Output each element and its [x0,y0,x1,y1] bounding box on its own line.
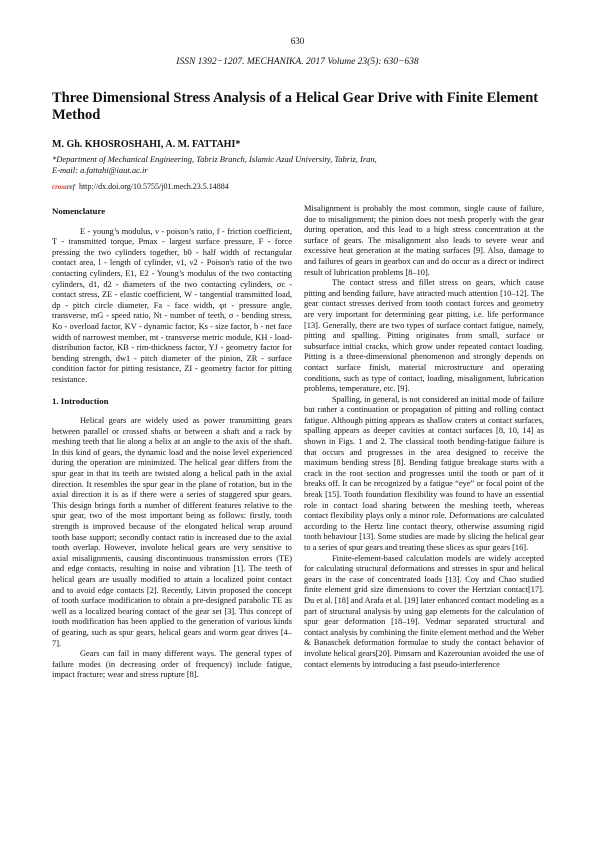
introduction-heading: 1. Introduction [52,395,109,406]
section-spacer [52,386,292,396]
body-paragraph-4: Finite-element-based calculation models are widely accepted for calculating structural deformations and stresses in spur and helical gears in the case of concentrated loads [13]. Coy and Chao studied finite element grid size dimensions to cover the Hertzian contact[17]. Du et al. [18] and Arafa et al. [19] later enhanced contact modeling as a part of structural analysis by using gap elements for the calculation of spur gear deformation [18–19]. Vedmar separated structural and contact analysis by combining the finite element method and the Weber & Banaschek deformation formulae to study the contact behavior of involute helical gears[20]. Pimsarn and Kazerounian avoided the use of contact elements by introducing a fast pseudo-interference [304,553,544,669]
crossref-logo-suffix: ref [66,182,75,191]
doi-line [52,182,229,191]
nomenclature-heading: Nomenclature [52,206,106,216]
article-authors: M. Gh. KHOSROSHAHI, A. M. FATTAHI* [52,139,241,150]
left-column [52,206,292,681]
body-paragraph-3: Spalling, in general, is not considered an initial mode of failure but rather a continuation or propagation of pitting and rolling contact fatigue. Although pitting appears as shallow craters at contact surfaces, spalling appears as deeper cavities at contact surfaces [8, 10, 14] as shown in Figs. 1 and 2. The classical tooth bending-fatigue failure is that occurs and progresses in the area designed to receive the maximum bending stress [8]. Bending fatigue breakage starts with a crack in the root section and progresses until the tooth or part of it breaks off. It can be recognized by a fatigue “eye” or focal point of the break [15]. Tooth foundation flexibility was found to have an essential role in contact load sharing between the meshing teeth, whereas contact flexibility plays only a minor role. Deformations are calculated according to the Hertz line contact theory, otherwise assuming rigid tooth behaviour [13]. Some studies are made by slicing the helical gear to a series of spur gears and treating these slices as spur gears [16]. [304,394,544,552]
author-email: E-mail: a.fattahi@iaut.ac.ir [52,165,148,175]
right-column [304,204,544,670]
crossref-logo-text: cross [52,182,67,191]
nomenclature-text: E - young’s modulus, ν - poison’s ratio, f - friction coefficient, T - transmitted torque, Pmax - largest surface pressure, F - force pressing the two cylinders together, b0 - half width of rectangular contact area, l - length of cylinder, ν1, ν2 - Poison's ratio of the two contacting cylinders, E1, E2 - Young’s modulus of the two contacting cylinders, d1, d2 - diameters of the two contacting cylinders, σc - contact stress, ZE - elastic coefficient, W - tangential transmitted load, dp - pitch circle diameter, Fa - face width, φt - pressure angle, transverse, mG - speed ratio, Nt - number of teeth, σ - bending stress, Ko - overload factor, KV - dynamic factor, Ks - size factor, b - net face width of narrowest member, mt - transverse metric module, KH - load-distribution factor, KB - rim-thickness factor, YJ - geometry factor for bending strength, dw1 - pitch diameter of the pinion, ZR - surface condition factor for pitting resistance, ZI - geometry factor for pitting resistance. [52,226,292,384]
affiliation-block [52,154,552,176]
intro-paragraph-1: Helical gears are widely used as power transmitting gears between parallel or crossed shafts or between a shaft and a rack by meshing teeth that lie along a helix at an angle to the axis of the shaft. In this kind of gears, the dynamic load and the noise level experienced during the operation are minimized. The helical gear differs from the spur gear in that its teeth are twisted along a helical path in the axial direction. It resembles the spur gear in the plane of rotation, but in the axial direction it is as if there were a series of staggered spur gears. This design brings forth a number of different features relative to the spur gear, two of the most important being as follows: firstly, tooth strength is improved because of the elongated helical wrap around tooth base support; secondly contact ratio is increased due to the axial tooth overlap. However, involute helical gears are very sensitive to axial misalignments, causing discontinuous transmission errors (TE) and edge contacts, resulting in noise and vibration [1]. The teeth of helical gears are usually modified to attain a localized point contact and to avoid edge contacts [2]. Recently, Litvin proposed the concept of tooth surface modification to obtain a pre-designed parabolic TE as well as a localized bearing contact of the gear set [3]. This concept of tooth modification has been applied to the generation of various kinds of gearing, such as spur gears, helical gears and worm gear drives [4–7]. [52,416,292,648]
crossref-logo [52,183,75,191]
doi-link[interactable]: http://dx.doi.org/10.5755/j01.mech.23.5.14884 [78,182,229,191]
affiliation: *Department of Mechanical Engineering, Tabriz Branch, Islamic Azad University, Tabriz, Iran, [52,154,377,164]
intro-paragraph-2: Gears can fail in many different ways. The general types of failure modes (in decreasing order of frequency) include fatigue, impact fracture; wear and stress rupture [8]. [52,649,292,680]
body-paragraph-1: Misalignment is probably the most common, single cause of failure, due to misalignment; the pinion does not mesh properly with the gear during operation, and this lead to a high stress concentration at the surface of gears. The misalignment also leads to severe wear and excessive heat generation at the mating surfaces [9]. Also, damage to and failures of gears in gearbox can and do occur as a direct or indirect result of lubrication problems [8–10]. [304,204,544,277]
article-title: Three Dimensional Stress Analysis of a Helical Gear Drive with Finite Element Method [52,90,539,123]
journal-header: ISSN 1392−1207. MECHANIKA. 2017 Volume 23(5): 630−638 [176,57,419,67]
body-paragraph-2: The contact stress and fillet stress on gears, which cause pitting and bending failure, have attracted much attention [10–12]. The gear contact stresses derived from tooth contact forces and geometry are very important for determining gear pitting, i.e. life performance [13]. Generally, there are two types of surface contact fatigue, namely, pitting and spalling. Pitting originates from small, surface or subsurface initial cracks, which grow under repeated contact loading. Pitting is a three-dimensional phenomenon and strongly depends on contact surface finish, material microstructure and operating conditions, such as type of contact, loading, misalignment, lubrication problems, temperature, etc. [9]. [304,278,544,394]
page-number: 630 [290,36,305,46]
